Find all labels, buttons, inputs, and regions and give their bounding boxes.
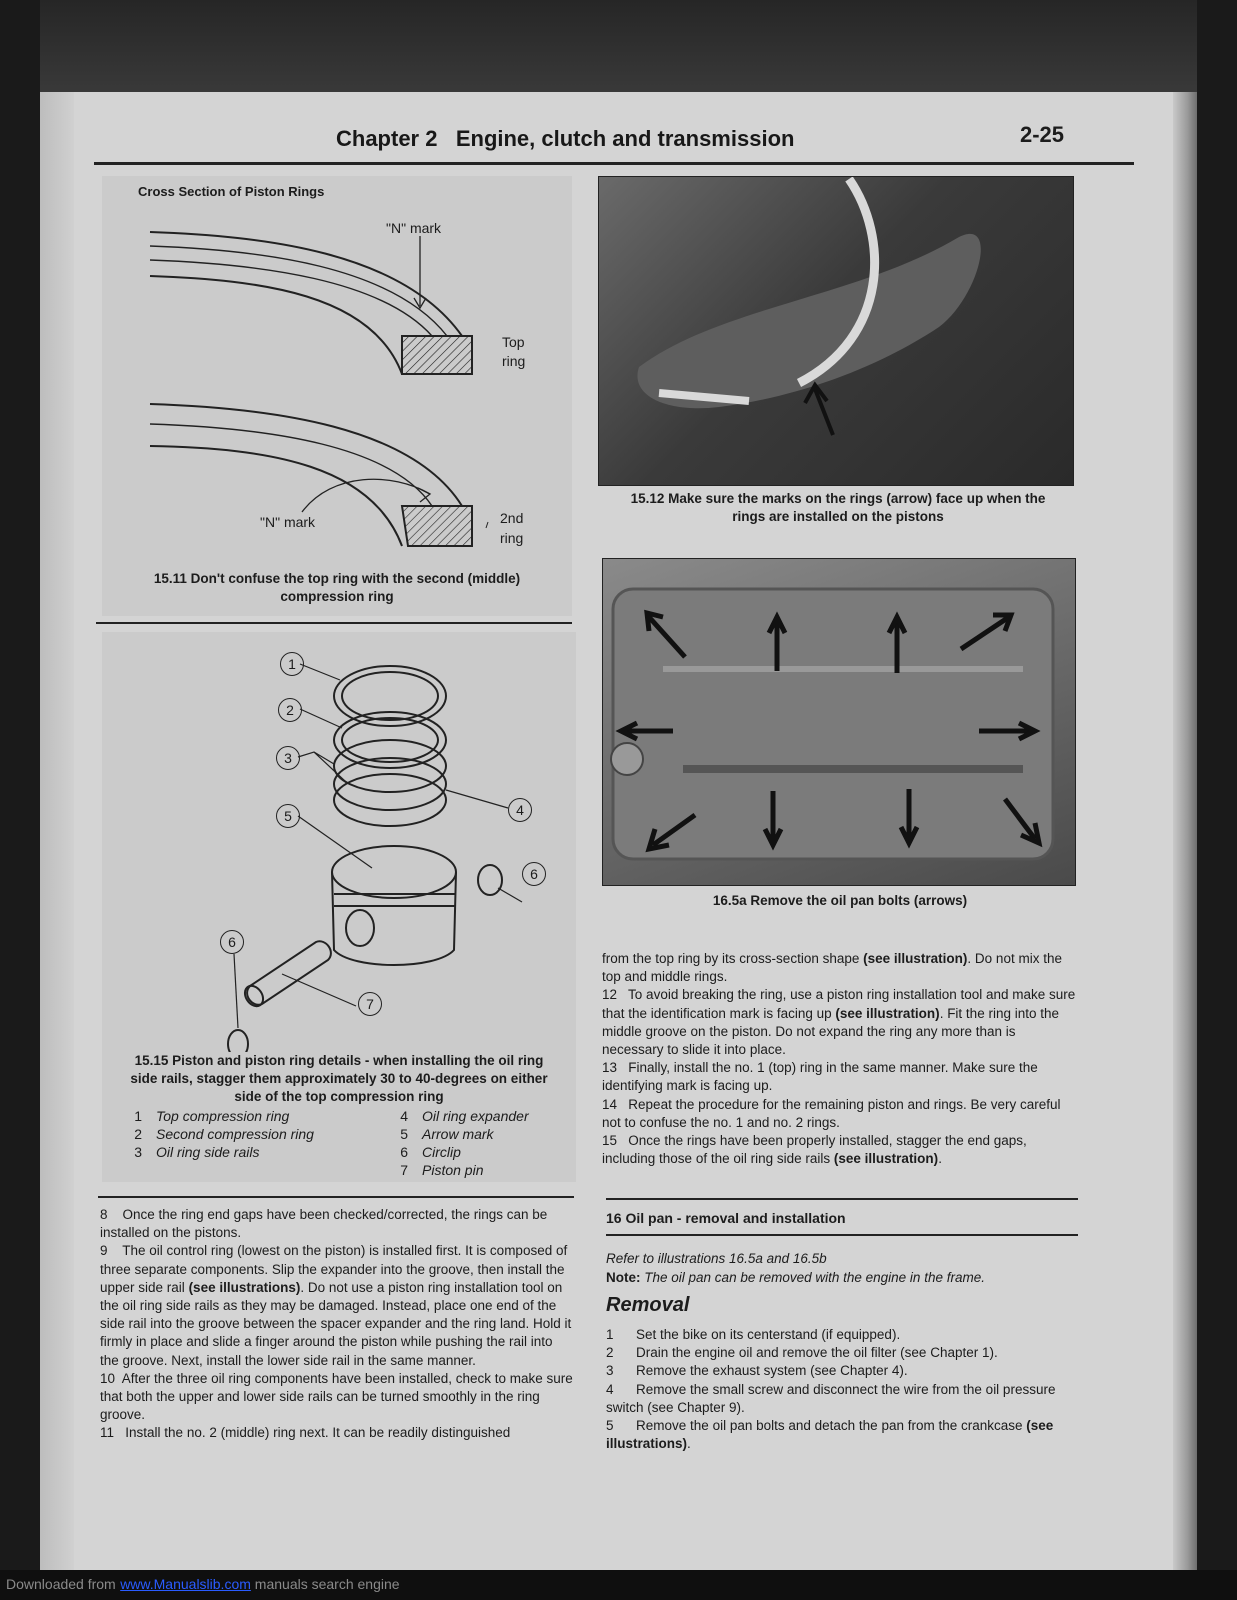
fig-15-12-caption: 15.12 Make sure the marks on the rings (arrow) face up when the rings are installed on the pistons [630,491,1046,524]
step-item: 4 Remove the small screw and disconnect the wire from the oil pressure switch (see Chapter 9). [606,1381,1056,1415]
piston-exploded-diagram [102,632,576,1052]
paragraph-14: 14 Repeat the procedure for the remaining piston and rings. Be very careful not to confuse the no. 1 and no. 2 rings. [602,1096,1061,1130]
right-body-text [602,950,1080,1168]
page-edge-shadow [1173,92,1197,1592]
section-16-note: Note: The oil pan can be removed with the engine in the frame. [606,1270,985,1285]
footer-suffix: manuals search engine [250,1576,400,1592]
callout-6-right: 6 [522,862,546,886]
section-16-top-rule [606,1198,1078,1200]
step-item: 1 Set the bike on its centerstand (if equipped). [606,1327,901,1342]
fig-16-5a-photo [602,558,1076,886]
callout-1: 1 [280,652,304,676]
left-column-rule [98,1196,574,1198]
callout-4: 4 [508,798,532,822]
oil-pan-photo [603,559,1075,885]
section-16-bottom-rule [606,1234,1078,1236]
ring-in-hand-photo [599,177,1073,485]
fig-15-15-panel [102,632,576,1182]
paragraph-13: 13 Finally, install the no. 1 (top) ring in the same manner. Make sure the identifying mark is facing up. [602,1060,1038,1094]
legend-item: 7 Piston pin [400,1162,484,1178]
download-footer [0,1570,1237,1600]
page-spine-shadow [40,92,74,1592]
paragraph-8: 8 Once the ring end gaps have been checked/corrected, the rings can be installed on the pistons. [100,1207,548,1241]
legend-right [378,1108,533,1180]
fig-15-11-caption: 15.11 Don't confuse the top ring with the second (middle) compression ring [153,571,521,604]
scan-top-band [40,0,1197,98]
running-header [336,126,794,152]
fig-separator [96,622,572,624]
fig-15-11-title: Cross Section of Piston Rings [138,184,325,199]
legend-item: 5 Arrow mark [400,1126,494,1142]
chapter-number: Chapter 2 [336,126,438,151]
callout-2: 2 [278,698,302,722]
removal-steps [606,1326,1080,1453]
paragraph-12: 12 To avoid breaking the ring, use a piston ring installation tool and make sure that the identification mark is facing up (see illustration). Fit the ring into the middle groove on the piston. Do not expand the ring any more than is necessary to slide it into place. [602,987,1076,1058]
top-ring-label-2: ring [502,353,526,369]
section-16-heading: 16 Oil pan - removal and installation [606,1210,846,1226]
callout-6-left: 6 [220,930,244,954]
paragraph-11: 11 Install the no. 2 (middle) ring next. It can be readily distinguished [100,1425,511,1441]
step-item: 2 Drain the engine oil and remove the oil filter (see Chapter 1). [606,1345,998,1361]
n-mark-label-top: "N" mark [386,220,442,236]
n-mark-label-2nd: "N" mark [260,514,316,530]
left-body-text [100,1206,574,1443]
fig-16-5a-caption: 16.5a Remove the oil pan bolts (arrows) [712,893,968,908]
paragraph-11-continued: from the top ring by its cross-section shape (see illustration). Do not mix the top and middle rings. [602,951,1062,985]
top-ring-label: Top [502,334,525,350]
footer-prefix: Downloaded from [6,1576,116,1592]
paragraph-9: 9 The oil control ring (lowest on the piston) is installed first. It is composed of three separate components. Slip the expander into the groove, then install the upper side rail (see illustrations). Do not use a piston ring installation tool on the oil ring side rails as they may be damaged. Instead, place one end of the side rail into the groove between the spacer expander and the ring land. Hold it firmly in place and slide a finger around the piston while pushing the rail into the groove. Next, install the lower side rail in the same manner. [100,1243,572,1368]
legend-item: 6 Circlip [400,1144,461,1160]
second-ring-label: 2nd [500,510,524,526]
legend-item: 1 Top compression ring [134,1108,290,1124]
page-number: 2-25 [1020,122,1065,147]
callout-5: 5 [276,804,300,828]
header-rule [94,162,1134,165]
step-item: 3 Remove the exhaust system (see Chapter 4). [606,1363,908,1379]
fig-15-12-photo [598,176,1074,486]
second-ring-label-2: ring [500,530,524,546]
manualslib-link[interactable]: www.Manualslib.com [120,1576,251,1592]
callout-3: 3 [276,746,300,770]
chapter-title: Engine, clutch and transmission [455,126,795,151]
fig-15-15-caption: 15.15 Piston and piston ring details - when installing the oil ring side rails, stagger them approximately 30 to 40-degrees on either side of the top compression ring [130,1053,548,1104]
fig-15-11-panel [102,176,572,616]
legend-left [112,1108,320,1162]
step-item: 5 Remove the oil pan bolts and detach the pan from the crankcase (see illustrations). [606,1418,1054,1452]
paragraph-10: 10 After the three oil ring components have been installed, check to make sure that both the upper and lower side rails can be turned smoothly in the ring groove. [100,1370,573,1423]
piston-ring-cross-section-diagram [102,176,572,616]
paragraph-15: 15 Once the rings have been properly installed, stagger the end gaps, including those of the oil ring side rails (see illustration). [602,1133,1027,1167]
legend-item: 2 Second compression ring [134,1126,314,1142]
legend-item: 4 Oil ring expander [400,1108,529,1124]
removal-heading: Removal [606,1294,690,1316]
manual-page [40,92,1197,1592]
section-16-refer: Refer to illustrations 16.5a and 16.5b [606,1251,827,1266]
callout-7: 7 [358,992,382,1016]
legend-item: 3 Oil ring side rails [134,1144,260,1160]
